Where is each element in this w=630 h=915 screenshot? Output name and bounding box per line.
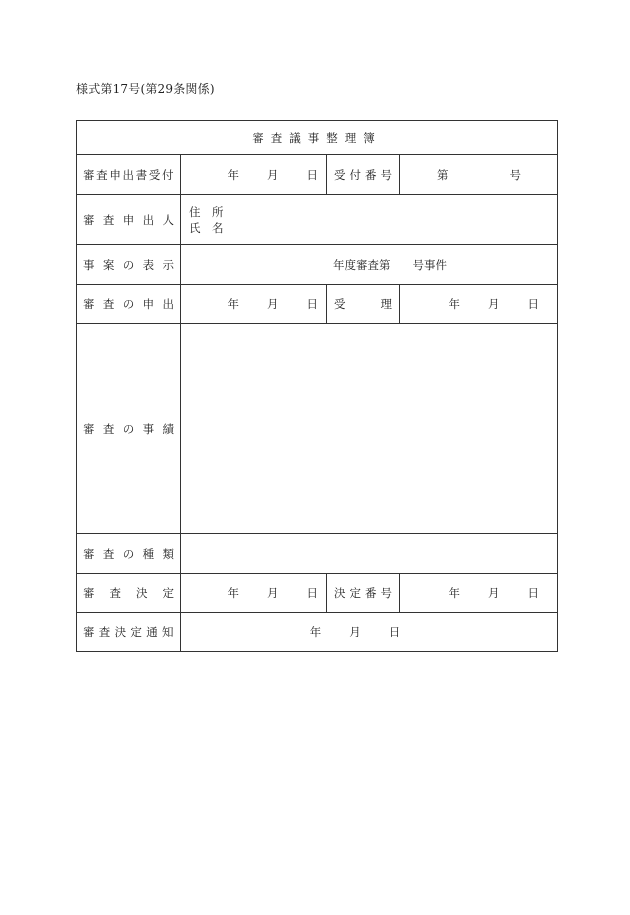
go-label: 号 xyxy=(509,167,521,182)
request-date xyxy=(181,285,327,324)
review-register-table xyxy=(76,120,558,652)
month-label: 月 xyxy=(488,297,500,311)
month-label: 月 xyxy=(267,586,279,600)
month-label: 月 xyxy=(267,167,279,182)
register-title: 審査議事整理簿 xyxy=(77,121,558,155)
reception-no xyxy=(400,155,558,195)
decision-no-label: 決定番号 xyxy=(327,574,400,613)
year-label: 年 xyxy=(227,586,239,600)
accept-label: 受 理 xyxy=(327,285,400,324)
applicant-label: 審査申出人 xyxy=(77,195,181,245)
decision-date xyxy=(181,574,327,613)
kind-label: 審査の種類 xyxy=(77,534,181,574)
case-label: 事案の表示 xyxy=(77,245,181,285)
applicant-cell xyxy=(181,195,558,245)
day-label: 日 xyxy=(388,625,401,639)
day-label: 日 xyxy=(306,297,318,311)
month-label: 月 xyxy=(488,586,500,600)
case-suffix: 号事件 xyxy=(412,257,447,272)
kind-cell xyxy=(181,534,558,574)
form-caption: 様式第17号(第29条関係) xyxy=(76,82,215,96)
case-prefix: 年度審査第 xyxy=(333,257,391,272)
month-label: 月 xyxy=(349,625,361,639)
day-label: 日 xyxy=(527,297,539,311)
year-label: 年 xyxy=(227,297,239,311)
year-label: 年 xyxy=(309,625,322,639)
reception-no-label: 受付番号 xyxy=(327,155,400,195)
request-label: 審査の申出 xyxy=(77,285,181,324)
year-label: 年 xyxy=(448,586,460,600)
dai-label: 第 xyxy=(437,167,449,182)
day-label: 日 xyxy=(306,586,318,600)
decision-label: 審査決定 xyxy=(77,574,181,613)
record-label: 審査の事績 xyxy=(77,324,181,534)
day-label: 日 xyxy=(527,586,539,600)
year-label: 年 xyxy=(448,297,460,311)
year-label: 年 xyxy=(227,167,239,182)
reception-label: 審査申出書受付 xyxy=(77,155,181,195)
name-line: 氏 名 xyxy=(189,220,224,235)
month-label: 月 xyxy=(267,297,279,311)
day-label: 日 xyxy=(306,167,318,182)
address-line: 住 所 xyxy=(189,204,224,219)
notice-label: 審査決定通知 xyxy=(77,613,181,652)
case-cell xyxy=(181,245,558,285)
accept-date xyxy=(400,285,558,324)
reception-date xyxy=(181,155,327,195)
notice-date xyxy=(181,613,558,652)
decision-no-date xyxy=(400,574,558,613)
record-cell xyxy=(181,324,558,534)
